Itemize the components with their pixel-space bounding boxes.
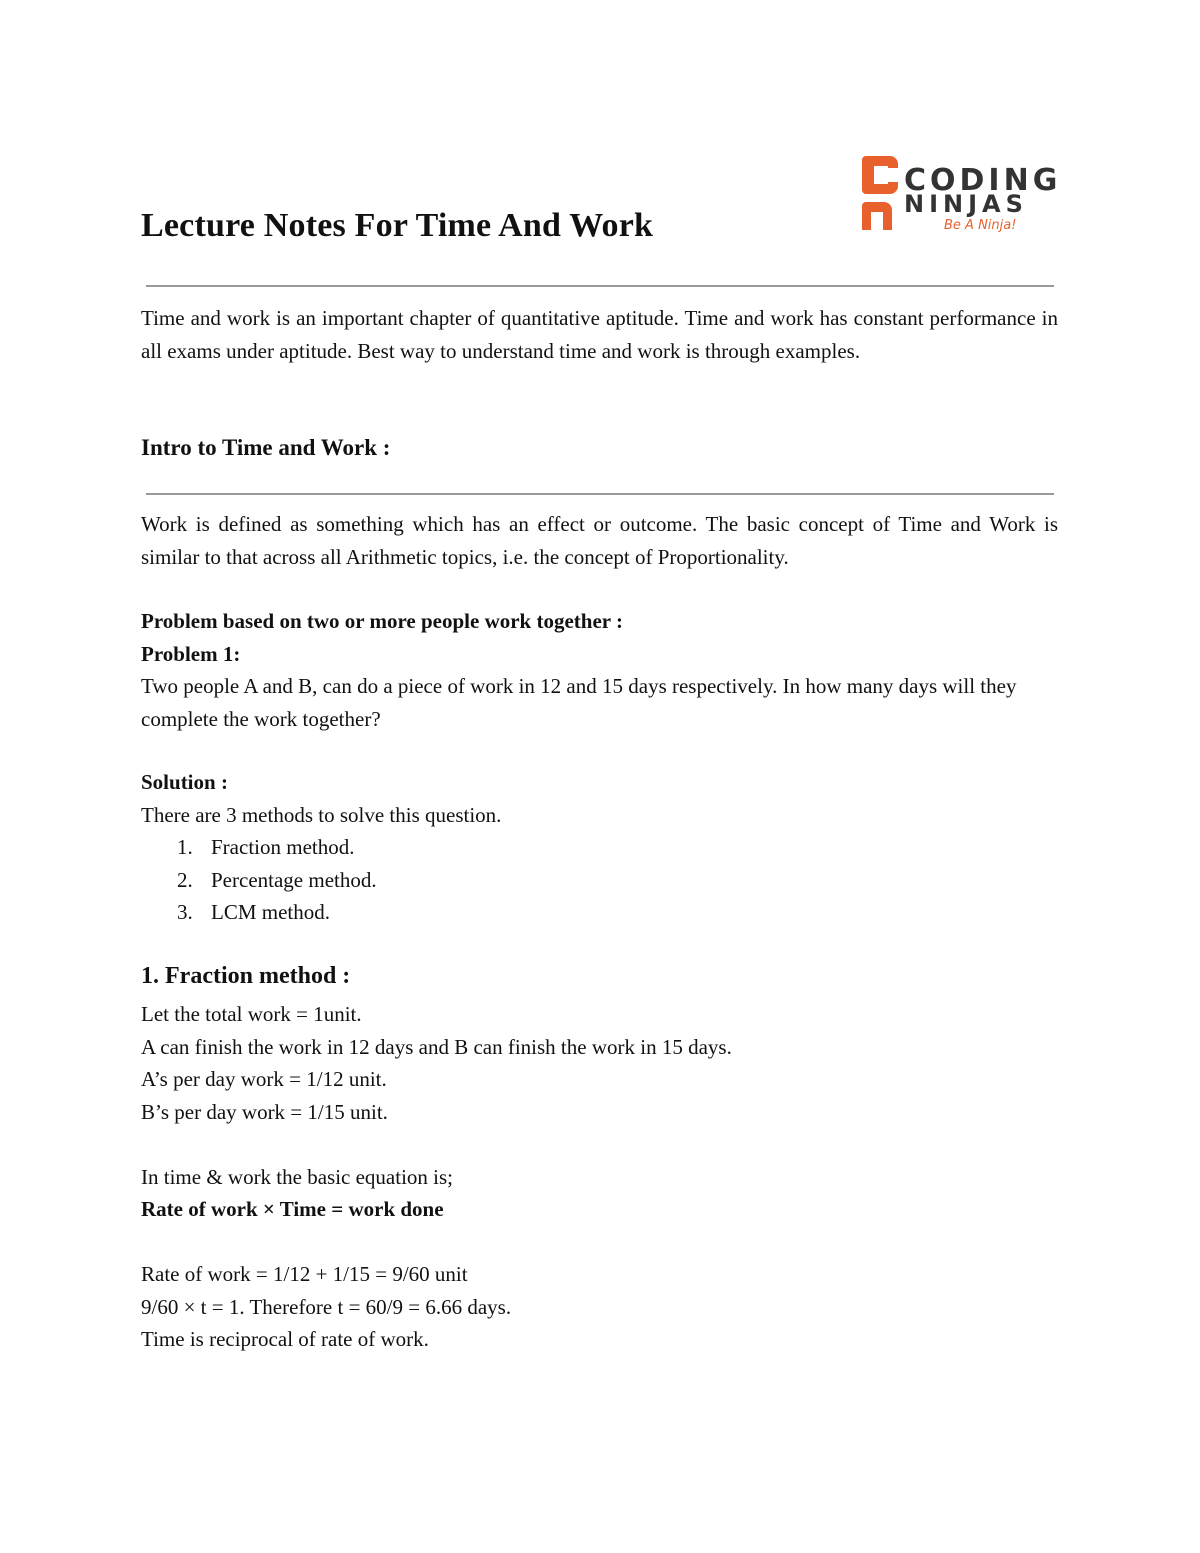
section-divider xyxy=(146,493,1054,495)
fraction-line: Let the total work = 1unit. xyxy=(141,1002,362,1026)
logo-n-glyph xyxy=(862,202,892,230)
solution-block xyxy=(141,766,1061,929)
list-number: 1. xyxy=(177,835,193,859)
list-number: 3. xyxy=(177,900,193,924)
coding-ninjas-logo xyxy=(862,150,1062,235)
problem-text: Two people A and B, can do a piece of work in 12 and 15 days respectively. In how many days will they complete the work together? xyxy=(141,674,1017,731)
list-item xyxy=(177,831,1061,864)
logo-mask-eye xyxy=(874,170,888,174)
logo-line1: CODING xyxy=(904,163,1062,198)
basic-equation: Rate of work × Time = work done xyxy=(141,1197,444,1221)
logo-tagline: Be A Ninja! xyxy=(944,218,1017,233)
methods-list xyxy=(141,831,1061,929)
problem-block xyxy=(141,605,1061,735)
calc-line: Time is reciprocal of rate of work. xyxy=(141,1327,429,1351)
list-text: LCM method. xyxy=(211,900,330,924)
spacer xyxy=(141,1226,1061,1259)
section-heading-intro: Intro to Time and Work : xyxy=(141,435,391,460)
problem-heading: Problem based on two or more people work together : xyxy=(141,609,623,633)
calc-line: Rate of work = 1/12 + 1/15 = 9/60 unit xyxy=(141,1262,468,1286)
fraction-line: B’s per day work = 1/15 unit. xyxy=(141,1099,388,1124)
logo-c-glyph xyxy=(862,156,898,194)
solution-label: Solution : xyxy=(141,770,228,794)
list-number: 2. xyxy=(177,867,193,892)
list-item xyxy=(177,896,1061,929)
list-text: Fraction method. xyxy=(211,835,355,859)
fraction-line: A’s per day work = 1/12 unit. xyxy=(141,1067,387,1091)
intro-paragraph: Time and work is an important chapter of quantitative aptitude. Time and work has constant performance in all exams under aptitude. Best way to understand time and work is through examples. xyxy=(141,306,1058,363)
list-text: Percentage method. xyxy=(211,867,377,892)
fraction-method-heading: 1. Fraction method : xyxy=(141,963,351,989)
logo-graphic xyxy=(862,150,1062,235)
definition-paragraph: Work is defined as something which has an effect or outcome. The basic concept of Time and Work is similar to that across all Arithmetic topics, i.e. the concept of Proportionality. xyxy=(141,512,1058,569)
logo-line2: NINJAS xyxy=(904,190,1028,218)
fraction-method-body xyxy=(141,998,1061,1356)
solution-intro: There are 3 methods to solve this question. xyxy=(141,802,502,827)
page-title: Lecture Notes For Time And Work xyxy=(141,207,654,244)
title-divider xyxy=(146,285,1054,287)
problem-label: Problem 1: xyxy=(141,641,241,666)
spacer xyxy=(141,1128,1061,1161)
calc-line: 9/60 × t = 1. Therefore t = 60/9 = 6.66 days. xyxy=(141,1294,512,1319)
list-item xyxy=(177,864,1061,897)
fraction-line: A can finish the work in 12 days and B can finish the work in 15 days. xyxy=(141,1034,732,1059)
equation-intro: In time & work the basic equation is; xyxy=(141,1164,454,1189)
